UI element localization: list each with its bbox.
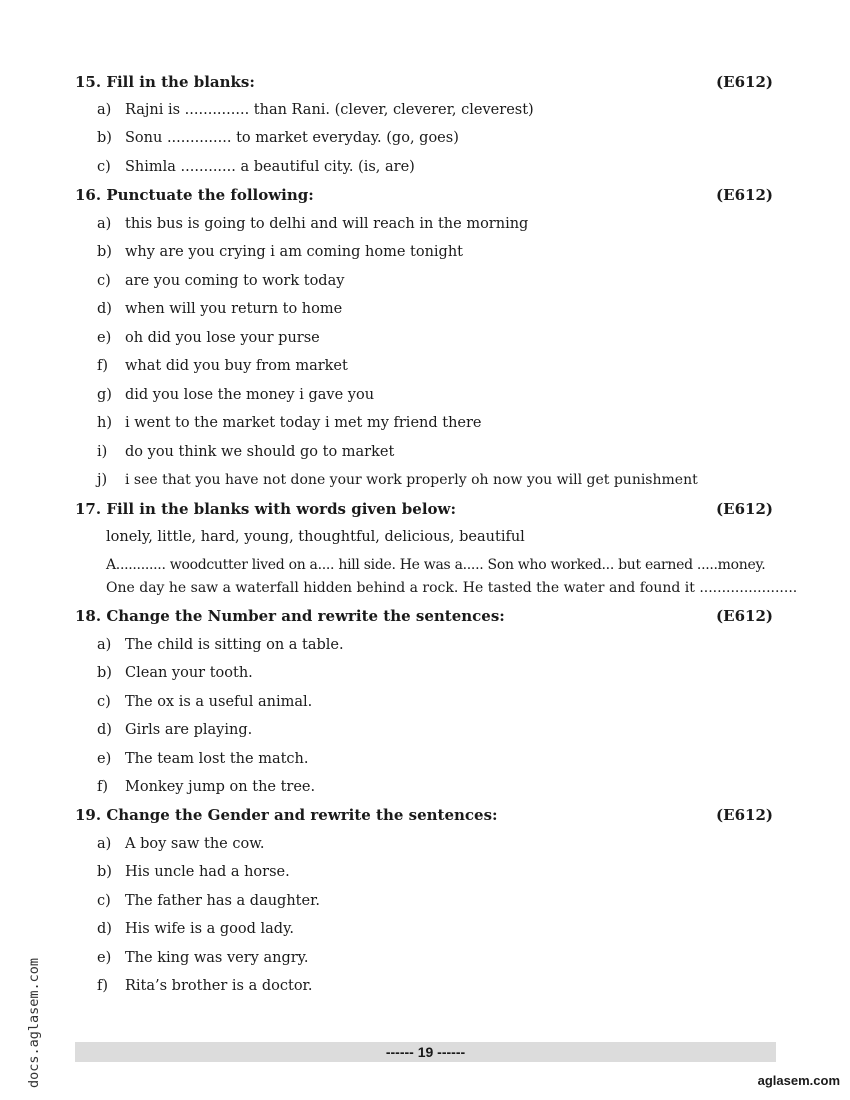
item-text: Clean your tooth. — [125, 665, 253, 681]
item-text: why are you crying i am coming home tonight — [125, 244, 464, 260]
question-code: (E612) — [716, 500, 773, 518]
list-item — [97, 156, 777, 178]
question-17-heading — [75, 498, 773, 520]
item-label: e) — [97, 950, 112, 966]
item-text: i see that you have not done your work properly oh now you will get punishment — [125, 472, 698, 488]
question-title: 16. Punctuate the following: — [75, 186, 314, 204]
page-number: ------ 19 ------ — [385, 1044, 466, 1060]
list-item — [97, 270, 777, 292]
question-title: 19. Change the Gender and rewrite the sentences: — [75, 806, 498, 824]
question-16-heading — [75, 184, 773, 206]
question-code: (E612) — [716, 806, 773, 824]
question-15-heading — [75, 71, 773, 93]
item-label: d) — [97, 921, 112, 937]
item-label: g) — [97, 387, 112, 403]
item-label: i) — [97, 444, 108, 460]
item-label: d) — [97, 301, 112, 317]
question-19-heading — [75, 804, 773, 826]
list-item — [97, 441, 777, 463]
list-item — [97, 634, 777, 656]
list-item — [97, 691, 777, 713]
item-text: The team lost the match. — [125, 751, 309, 767]
question-title: 17. Fill in the blanks with words given below: — [75, 500, 456, 518]
item-text: Sonu .............. to market everyday. (go, goes) — [125, 130, 459, 146]
passage-line: One day he saw a waterfall hidden behind a rock. He tasted the water and found it ...................... — [106, 580, 798, 596]
item-label: a) — [97, 216, 112, 232]
list-item — [97, 127, 777, 149]
item-text: i went to the market today i met my friend there — [125, 415, 482, 431]
item-label: c) — [97, 159, 111, 175]
list-item — [97, 748, 777, 770]
passage-line: A............ woodcutter lived on a.... hill side. He was a..... Son who worked... but earned .....money. — [106, 557, 766, 573]
list-item — [97, 469, 777, 491]
brand-link[interactable]: aglasem.com — [757, 1073, 840, 1088]
item-text: oh did you lose your purse — [125, 330, 320, 346]
list-item — [97, 918, 777, 940]
list-item — [97, 298, 777, 320]
item-text: what did you buy from market — [125, 358, 348, 374]
list-item — [97, 861, 777, 883]
list-item — [97, 241, 777, 263]
list-item — [97, 327, 777, 349]
item-label: f) — [97, 358, 109, 374]
item-text: Girls are playing. — [125, 722, 253, 738]
list-item — [97, 776, 777, 798]
list-item — [97, 213, 777, 235]
item-text: A boy saw the cow. — [125, 836, 265, 852]
item-label: f) — [97, 978, 109, 994]
item-label: c) — [97, 273, 111, 289]
item-label: b) — [97, 864, 112, 880]
list-item — [97, 947, 777, 969]
item-text: when will you return to home — [125, 301, 343, 317]
item-text: The king was very angry. — [125, 950, 309, 966]
list-item — [97, 384, 777, 406]
list-item — [97, 412, 777, 434]
item-label: h) — [97, 415, 112, 431]
word-list: lonely, little, hard, young, thoughtful, delicious, beautiful — [106, 529, 525, 545]
list-item — [97, 355, 777, 377]
item-label: b) — [97, 665, 112, 681]
item-text: are you coming to work today — [125, 273, 345, 289]
item-label: b) — [97, 130, 112, 146]
item-label: b) — [97, 244, 112, 260]
item-text: The father has a daughter. — [125, 893, 321, 909]
item-text: this bus is going to delhi and will reach in the morning — [125, 216, 529, 232]
question-code: (E612) — [716, 607, 773, 625]
list-item — [97, 719, 777, 741]
list-item — [97, 662, 777, 684]
item-label: c) — [97, 694, 111, 710]
item-text: Monkey jump on the tree. — [125, 779, 316, 795]
list-item — [97, 99, 777, 121]
list-item — [97, 833, 777, 855]
list-item — [97, 975, 777, 997]
item-label: j) — [97, 472, 108, 488]
item-text: His wife is a good lady. — [125, 921, 294, 937]
item-text: Shimla ............ a beautiful city. (is, are) — [125, 159, 415, 175]
item-text: did you lose the money i gave you — [125, 387, 375, 403]
item-label: f) — [97, 779, 109, 795]
question-title: 15. Fill in the blanks: — [75, 73, 255, 91]
item-text: The ox is a useful animal. — [125, 694, 313, 710]
question-code: (E612) — [716, 186, 773, 204]
question-title: 18. Change the Number and rewrite the sentences: — [75, 607, 505, 625]
item-text: His uncle had a horse. — [125, 864, 290, 880]
item-label: d) — [97, 722, 112, 738]
item-label: a) — [97, 102, 112, 118]
item-label: c) — [97, 893, 111, 909]
item-label: a) — [97, 637, 112, 653]
item-label: e) — [97, 751, 112, 767]
item-text: Rita’s brother is a doctor. — [125, 978, 313, 994]
question-code: (E612) — [716, 73, 773, 91]
item-text: The child is sitting on a table. — [125, 637, 344, 653]
list-item — [97, 890, 777, 912]
side-watermark: docs.aglasem.com — [26, 957, 42, 1088]
page-footer-bar — [75, 1042, 776, 1062]
item-label: a) — [97, 836, 112, 852]
question-18-heading — [75, 605, 773, 627]
item-text: Rajni is .............. than Rani. (clever, cleverer, cleverest) — [125, 102, 534, 118]
item-text: do you think we should go to market — [125, 444, 395, 460]
item-label: e) — [97, 330, 112, 346]
